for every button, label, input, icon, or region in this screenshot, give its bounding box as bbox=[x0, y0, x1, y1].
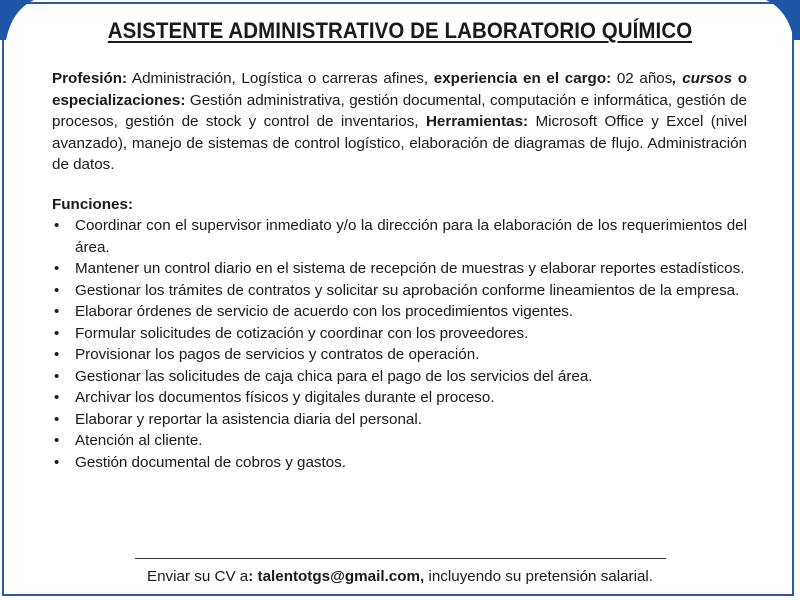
funciones-heading: Funciones: bbox=[52, 195, 134, 213]
list-item: • Gestión documental de cobros y gastos. bbox=[52, 452, 747, 474]
list-item: • Mantener un control diario en el sistema de recepción de muestras y elaborar reportes estadísticos. bbox=[52, 258, 747, 280]
job-description bbox=[52, 68, 747, 473]
footer-contact bbox=[0, 568, 800, 585]
cursos-label-italic: , cursos bbox=[672, 70, 733, 87]
cursos-label: o especializaciones: bbox=[52, 70, 747, 109]
experiencia-value: 02 años bbox=[611, 70, 673, 87]
list-item: • Archivar los documentos físicos y digitales durante el proceso. bbox=[52, 387, 747, 409]
herramientas-label: Herramientas: bbox=[425, 113, 529, 130]
list-item: • Atención al cliente. bbox=[52, 430, 747, 452]
page-title: ASISTENTE ADMINISTRATIVO DE LABORATORIO QUÍMICO bbox=[107, 18, 693, 43]
contact-email[interactable]: : talentotgs@gmail.com, bbox=[248, 568, 425, 585]
requirements-paragraph bbox=[52, 68, 747, 176]
footer-prefix: Enviar su CV a bbox=[146, 568, 249, 585]
list-item: • Elaborar órdenes de servicio de acuerdo con los procedimientos vigentes. bbox=[52, 301, 747, 323]
footer-suffix: incluyendo su pretensión salarial. bbox=[424, 568, 654, 585]
list-item: • Gestionar los trámites de contratos y solicitar su aprobación conforme lineamientos de la empresa. bbox=[52, 280, 747, 302]
footer-divider bbox=[135, 558, 666, 559]
herramientas-value: Microsoft Office y Excel (nivel avanzado), manejo de sistemas de control logístico, elaboración de diagramas de flujo. Administración de datos. bbox=[52, 113, 747, 173]
funciones-list bbox=[52, 215, 747, 473]
profesion-value: Administración, Logística o carreras afines, bbox=[127, 70, 434, 87]
list-item: • Formular solicitudes de cotización y coordinar con los proveedores. bbox=[52, 323, 747, 345]
list-item: • Coordinar con el supervisor inmediato y/o la dirección para la elaboración de los requerimientos del área. bbox=[52, 215, 747, 258]
list-item: • Elaborar y reportar la asistencia diaria del personal. bbox=[52, 409, 747, 431]
list-item: • Gestionar las solicitudes de caja chica para el pago de los servicios del área. bbox=[52, 366, 747, 388]
profesion-label: Profesión: bbox=[52, 70, 128, 87]
cursos-value: Gestión administrativa, gestión documental, computación e informática, gestión de procesos, gestión de stock y control de inventarios, bbox=[52, 91, 747, 130]
experiencia-label: experiencia en el cargo: bbox=[433, 70, 612, 87]
list-item: • Provisionar los pagos de servicios y contratos de operación. bbox=[52, 344, 747, 366]
